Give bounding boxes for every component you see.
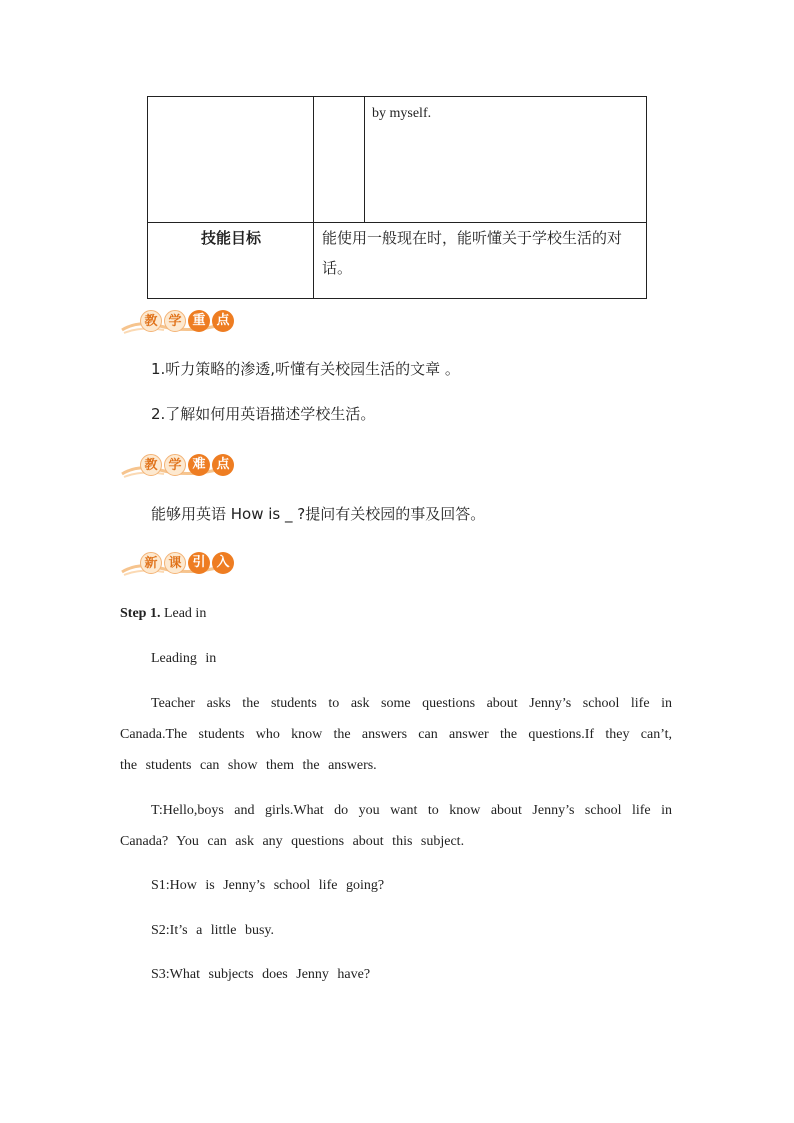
key-point-2: 2.了解如何用英语描述学校生活。	[151, 405, 376, 423]
key-point-1: 1.听力策略的渗透,听懂有关校园生活的文章 。	[151, 360, 460, 378]
skill-text-line2: 话。	[322, 259, 353, 277]
goal-table	[147, 96, 647, 299]
badge-char: 教	[140, 454, 162, 476]
badge-char: 课	[164, 552, 186, 574]
s3-line: S3:What subjects does Jenny have?	[151, 967, 371, 982]
p1-line2: Canada.The students who know the answers can answer the questions.If they can’t,	[120, 727, 672, 742]
badge-char: 重	[188, 310, 210, 332]
step1-title: Lead in	[160, 606, 207, 621]
s1-line: S1:How is Jenny’s school life going?	[151, 878, 385, 893]
step1-subtitle: Leading in	[151, 651, 217, 666]
difficulties-badge	[120, 450, 230, 480]
step1-label: Step 1.	[120, 606, 161, 621]
t-line2: Canada? You can ask any questions about this subject.	[120, 834, 465, 849]
t-line1: T:Hello,boys and girls.What do you want to know about Jenny’s school life in	[151, 803, 672, 818]
step1-heading	[120, 598, 206, 629]
badge-char: 新	[140, 552, 162, 574]
difficulty-text: 能够用英语 How is _ ?提问有关校园的事及回答。	[151, 505, 486, 523]
table-divider-col1	[313, 97, 314, 299]
badge-char: 引	[188, 552, 210, 574]
badge-char: 学	[164, 310, 186, 332]
p1-line3: the students can show them the answers.	[120, 758, 377, 773]
table-top-row-text: by myself.	[372, 106, 432, 121]
skill-text-line1: 能使用一般现在时，能听懂关于学校生活的对	[322, 229, 623, 247]
key-points-badge	[120, 306, 230, 336]
s2-line: S2:It’s a little busy.	[151, 923, 274, 938]
badge-char: 难	[188, 454, 210, 476]
badge-char: 点	[212, 310, 234, 332]
badge-char: 点	[212, 454, 234, 476]
intro-badge	[120, 548, 230, 578]
skill-label: 技能目标	[200, 229, 261, 247]
p1-line1: Teacher asks the students to ask some questions about Jenny’s school life in	[151, 696, 672, 711]
table-divider-col2	[364, 97, 365, 223]
badge-char: 入	[212, 552, 234, 574]
badge-char: 学	[164, 454, 186, 476]
badge-char: 教	[140, 310, 162, 332]
